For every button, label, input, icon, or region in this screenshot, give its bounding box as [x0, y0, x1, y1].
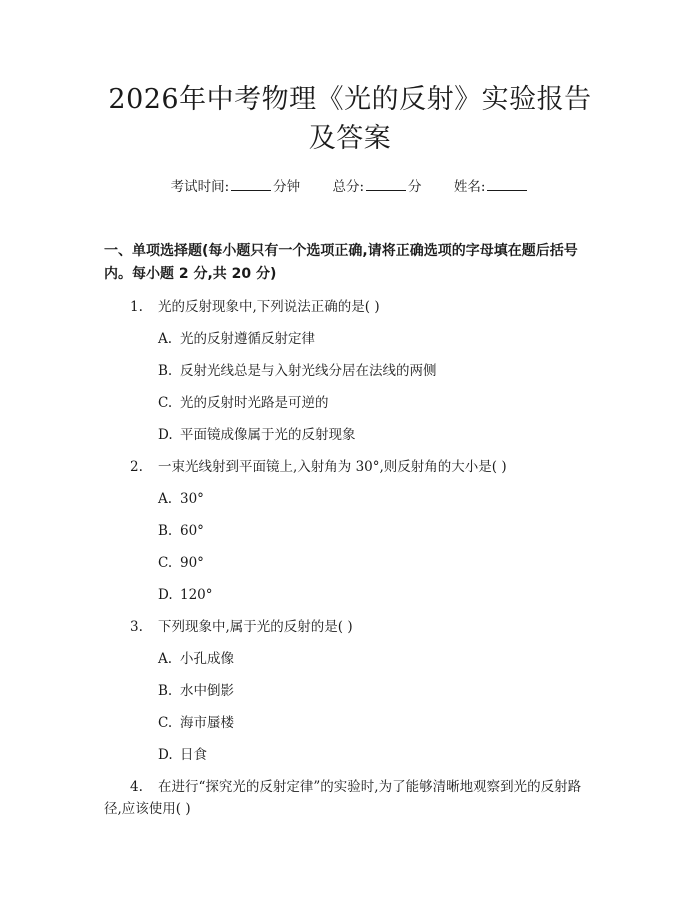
option-text: 日食 [180, 747, 207, 763]
option-text: 90° [180, 555, 204, 571]
question-stem [104, 776, 596, 820]
option-a [104, 648, 596, 670]
exam-time-unit: 分钟 [273, 179, 301, 195]
question-number: 4. [130, 779, 143, 795]
option-a [104, 488, 596, 510]
option-text: 120° [180, 587, 213, 603]
option-text: 小孔成像 [180, 651, 234, 667]
option-text: 光的反射遵循反射定律 [180, 331, 315, 347]
question-3-options [104, 648, 596, 766]
question-text: 下列现象中,属于光的反射的是( ) [158, 619, 353, 635]
question-stem [104, 616, 596, 638]
question-number: 3. [130, 619, 143, 635]
option-d [104, 424, 596, 446]
section-heading: 一、单项选择题(每小题只有一个选项正确,请将正确选项的字母填在题后括号内。每小题 2 分,共 20 分) [104, 243, 578, 282]
option-c [104, 392, 596, 414]
total-score-label: 总分: [332, 179, 365, 195]
option-letter: D. [158, 747, 173, 763]
total-score [332, 176, 421, 197]
option-b [104, 360, 596, 382]
exam-time [171, 176, 301, 197]
option-text: 反射光线总是与入射光线分居在法线的两侧 [180, 363, 437, 379]
question-text: 光的反射现象中,下列说法正确的是( ) [158, 299, 380, 315]
total-score-unit: 分 [408, 179, 422, 195]
option-letter: C. [158, 715, 173, 731]
student-name-label: 姓名: [453, 179, 486, 195]
option-letter: B. [158, 523, 173, 539]
document-title: 2026年中考物理《光的反射》实验报告及答案 [108, 84, 592, 154]
option-letter: A. [158, 651, 173, 667]
option-text: 水中倒影 [180, 683, 234, 699]
question-3 [104, 616, 596, 638]
option-d [104, 744, 596, 766]
option-b [104, 520, 596, 542]
option-c [104, 552, 596, 574]
option-letter: D. [158, 427, 173, 443]
exam-time-label: 考试时间: [170, 179, 230, 195]
option-letter: C. [158, 395, 173, 411]
option-b [104, 680, 596, 702]
option-text: 60° [180, 523, 204, 539]
option-text: 光的反射时光路是可逆的 [180, 395, 329, 411]
option-a [104, 328, 596, 350]
option-letter: B. [158, 363, 173, 379]
student-name [454, 176, 530, 197]
option-letter: B. [158, 683, 173, 699]
option-letter: A. [158, 331, 173, 347]
question-1 [104, 296, 596, 318]
question-stem [104, 456, 596, 478]
question-2-options [104, 488, 596, 606]
exam-info [104, 176, 596, 197]
option-text: 海市蜃楼 [180, 715, 234, 731]
total-score-blank [366, 176, 406, 191]
question-text: 一束光线射到平面镜上,入射角为 30°,则反射角的大小是( ) [158, 459, 507, 475]
question-number: 1. [130, 299, 143, 315]
option-text: 平面镜成像属于光的反射现象 [180, 427, 356, 443]
question-stem [104, 296, 596, 318]
option-letter: D. [158, 587, 173, 603]
question-1-options [104, 328, 596, 446]
question-2 [104, 456, 596, 478]
option-d [104, 584, 596, 606]
question-4 [104, 776, 596, 820]
question-text: 在进行“探究光的反射定律”的实验时,为了能够清晰地观察到光的反射路径,应该使用( ) [104, 779, 582, 817]
student-name-blank [487, 176, 527, 191]
exam-time-blank [231, 176, 271, 191]
option-c [104, 712, 596, 734]
option-letter: C. [158, 555, 173, 571]
option-letter: A. [158, 491, 173, 507]
question-number: 2. [130, 459, 143, 475]
option-text: 30° [180, 491, 204, 507]
